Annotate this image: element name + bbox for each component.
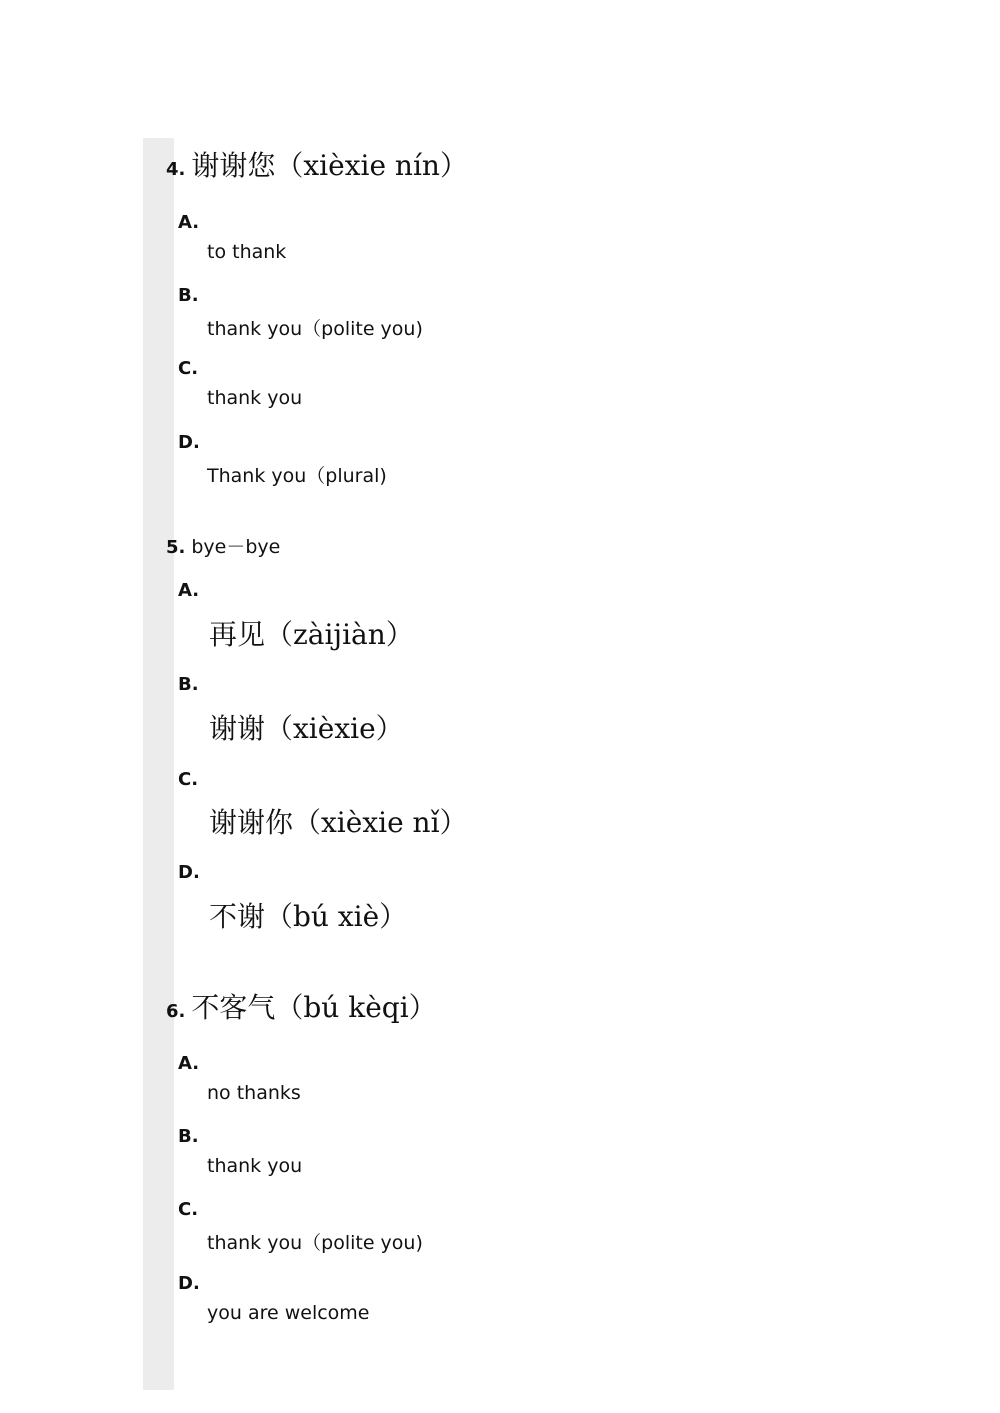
question-6-title — [166, 986, 437, 1026]
question-4-option-c-text[interactable]: thank you — [207, 387, 303, 409]
question-4-prompt: 谢谢您（xièxie nín） — [191, 149, 468, 182]
question-5-option-a-letter[interactable]: A. — [178, 580, 200, 601]
question-4-option-a-letter[interactable]: A. — [178, 212, 200, 233]
question-4-option-b-text[interactable]: thank you（polite you) — [207, 318, 423, 340]
question-5-option-b-letter[interactable]: B. — [178, 674, 199, 695]
question-5-option-c-letter[interactable]: C. — [178, 769, 199, 790]
question-5-option-d-letter[interactable]: D. — [178, 862, 200, 883]
question-5-option-d-text[interactable]: 不谢（bú xiè） — [209, 900, 408, 933]
question-4-option-a-text[interactable]: to thank — [207, 241, 287, 263]
question-4-option-c-letter[interactable]: C. — [178, 358, 199, 379]
question-4-title — [166, 144, 468, 184]
question-6-number: 6. — [166, 1001, 186, 1022]
question-4-option-d-letter[interactable]: D. — [178, 432, 200, 453]
question-5-option-a-text[interactable]: 再见（zàijiàn） — [209, 618, 414, 651]
question-6-option-c-letter[interactable]: C. — [178, 1199, 199, 1220]
question-6-option-b-letter[interactable]: B. — [178, 1126, 199, 1147]
question-4-option-d-text[interactable]: Thank you（plural) — [207, 465, 387, 487]
question-5-prompt: bye－bye — [191, 536, 281, 558]
question-6-prompt: 不客气（bú kèqi） — [191, 991, 437, 1024]
question-5-option-b-text[interactable]: 谢谢（xièxie） — [209, 712, 404, 745]
question-4-option-b-letter[interactable]: B. — [178, 285, 199, 306]
question-6-option-b-text[interactable]: thank you — [207, 1155, 303, 1177]
question-6-option-c-text[interactable]: thank you（polite you) — [207, 1232, 423, 1254]
question-5-title — [166, 532, 280, 559]
question-6-option-a-letter[interactable]: A. — [178, 1053, 200, 1074]
question-4-number: 4. — [166, 159, 186, 180]
question-6-option-a-text[interactable]: no thanks — [207, 1082, 301, 1104]
question-5-option-c-text[interactable]: 谢谢你（xièxie nǐ） — [209, 806, 468, 839]
question-6-option-d-text[interactable]: you are welcome — [207, 1302, 370, 1324]
question-5-number: 5. — [166, 537, 186, 558]
question-6-option-d-letter[interactable]: D. — [178, 1273, 200, 1294]
left-margin-bar — [143, 138, 174, 1390]
